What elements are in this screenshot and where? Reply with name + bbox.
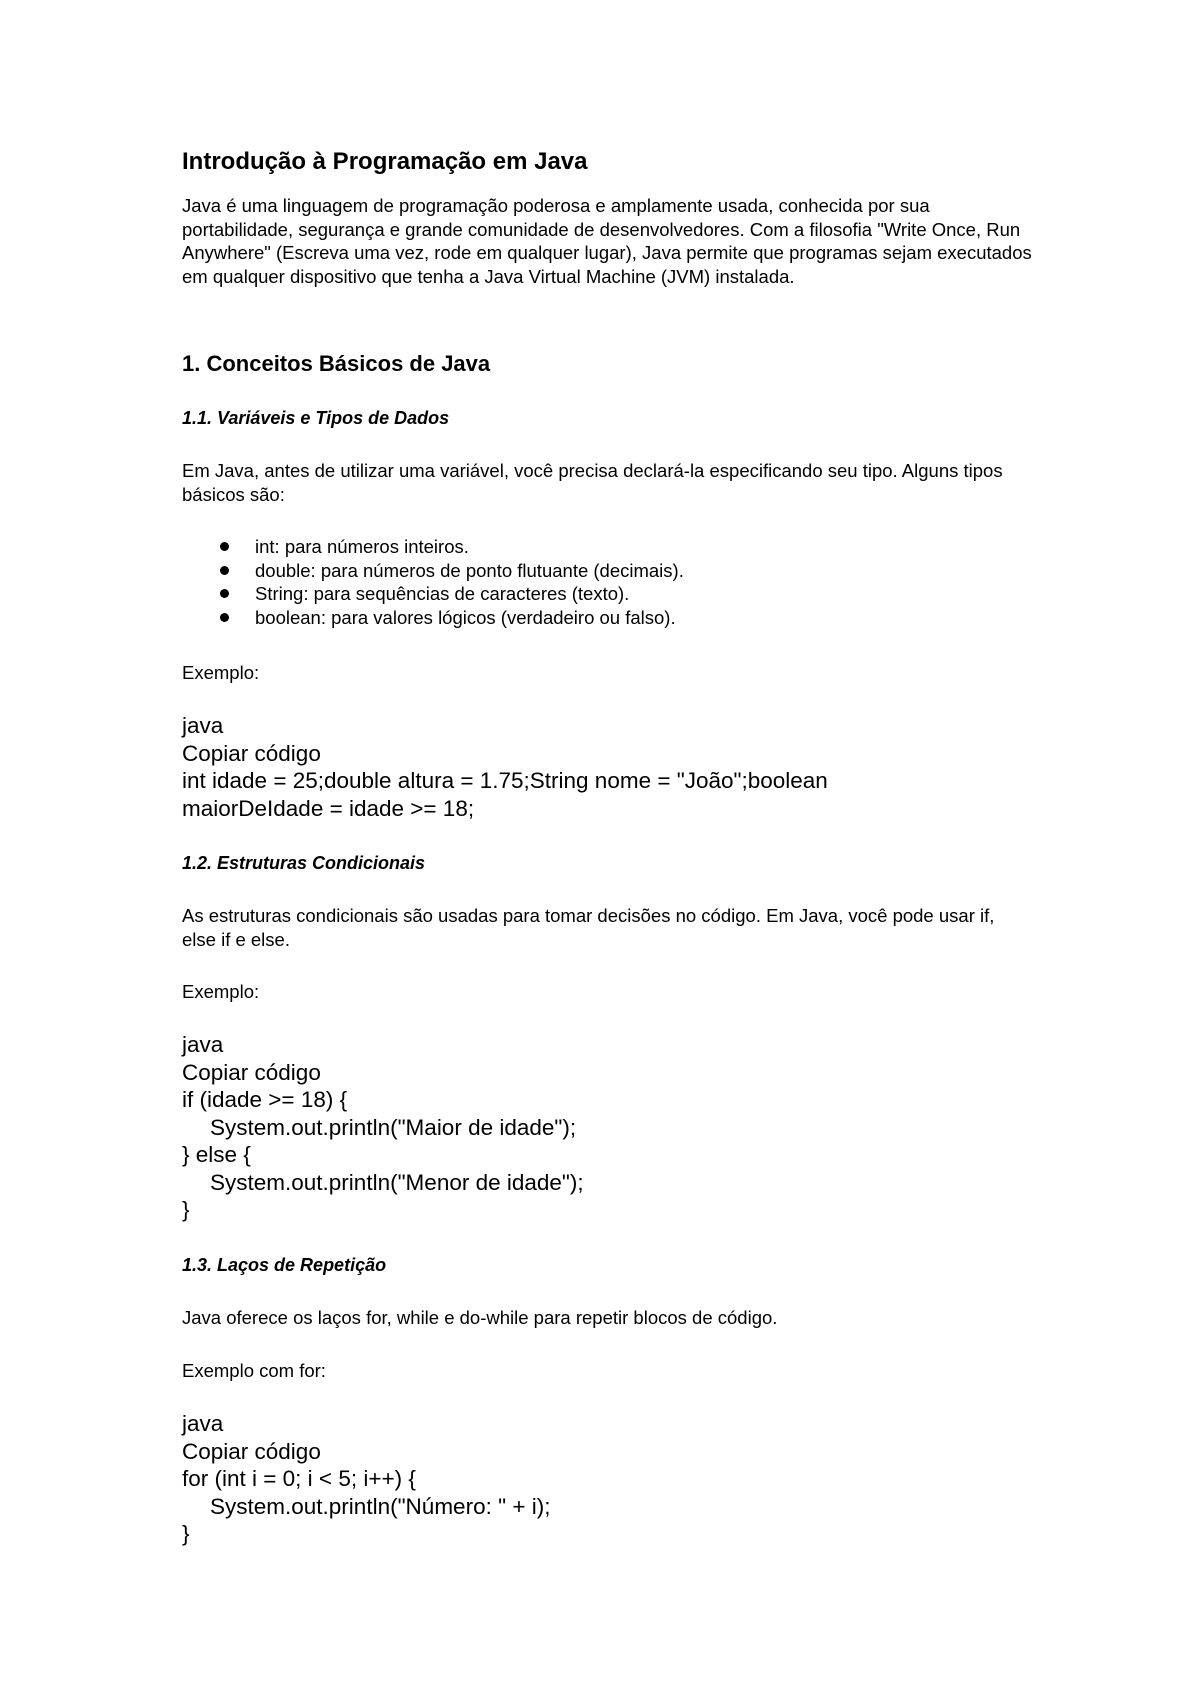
subsection-1-3-text: Java oferece os laços for, while e do-while para repetir blocos de código. <box>182 1307 778 1328</box>
code-line: } <box>182 1197 190 1222</box>
code-line: System.out.println("Número: " + i); <box>210 1493 551 1519</box>
code-language-label: java <box>182 1411 224 1436</box>
code-line: } <box>182 1521 190 1546</box>
list-item <box>182 582 684 606</box>
subsection-1-1-text: Em Java, antes de utilizar uma variável, você precisa declará-la especificando seu tipo. Alguns tipos básicos são: <box>182 460 1003 505</box>
example-label: Exemplo com for: <box>182 1360 326 1381</box>
list-item <box>182 559 684 583</box>
code-line: for (int i = 0; i < 5; i++) { <box>182 1466 416 1491</box>
list-item-text: double: para números de ponto flutuante (decimais). <box>255 559 684 581</box>
intro-paragraph: Java é uma linguagem de programação poderosa e amplamente usada, conhecida por sua portabilidade, segurança e grande comunidade de desenvolvedores. Com a filosofia "Write Once, Run Anywhere" (Escreva uma vez, rode em qualquer lugar), Java permite que programas sejam executados em qualquer dispositivo que tenha a Java Virtual Machine (JVM) instalada. <box>182 195 1032 287</box>
list-item <box>182 606 684 630</box>
subsection-1-1-title: 1.1. Variáveis e Tipos de Dados <box>182 408 450 428</box>
subsection-1-2-text: As estruturas condicionais são usadas para tomar decisões no código. Em Java, você pode usar if, else if e else. <box>182 905 995 950</box>
bullet-icon <box>220 566 229 575</box>
copy-code-link[interactable]: Copiar código <box>182 740 321 766</box>
list-item-text: String: para sequências de caracteres (texto). <box>255 583 630 604</box>
code-line: maiorDeIdade = idade >= 18; <box>182 795 475 821</box>
data-types-list <box>182 535 684 629</box>
subsection-1-2-title: 1.2. Estruturas Condicionais <box>182 853 426 873</box>
code-block-loops <box>182 1410 1042 1548</box>
bullet-icon <box>220 589 229 598</box>
list-item-text: boolean: para valores lógicos (verdadeiro ou falso). <box>255 606 676 628</box>
bullet-icon <box>220 542 229 551</box>
copy-code-link[interactable]: Copiar código <box>182 1438 321 1464</box>
bullet-icon <box>220 613 229 622</box>
example-label: Exemplo: <box>182 662 260 683</box>
example-label: Exemplo: <box>182 981 260 1002</box>
list-item-text: int: para números inteiros. <box>255 536 469 557</box>
code-language-label: java <box>182 1032 224 1057</box>
code-language-label: java <box>182 713 224 738</box>
copy-code-link[interactable]: Copiar código <box>182 1059 321 1085</box>
list-item <box>182 535 684 559</box>
section-1-title: 1. Conceitos Básicos de Java <box>182 351 491 376</box>
code-line: if (idade >= 18) { <box>182 1087 348 1112</box>
code-block-conditionals <box>182 1031 1042 1224</box>
subsection-1-3-title: 1.3. Laços de Repetição <box>182 1255 387 1275</box>
code-line: } else { <box>182 1142 251 1167</box>
code-block-variables <box>182 712 1042 822</box>
code-line: int idade = 25;double altura = 1.75;String nome = "João";boolean <box>182 768 828 793</box>
code-line: System.out.println("Menor de idade"); <box>210 1169 584 1195</box>
document-title: Introdução à Programação em Java <box>182 148 588 175</box>
code-line: System.out.println("Maior de idade"); <box>210 1114 577 1140</box>
